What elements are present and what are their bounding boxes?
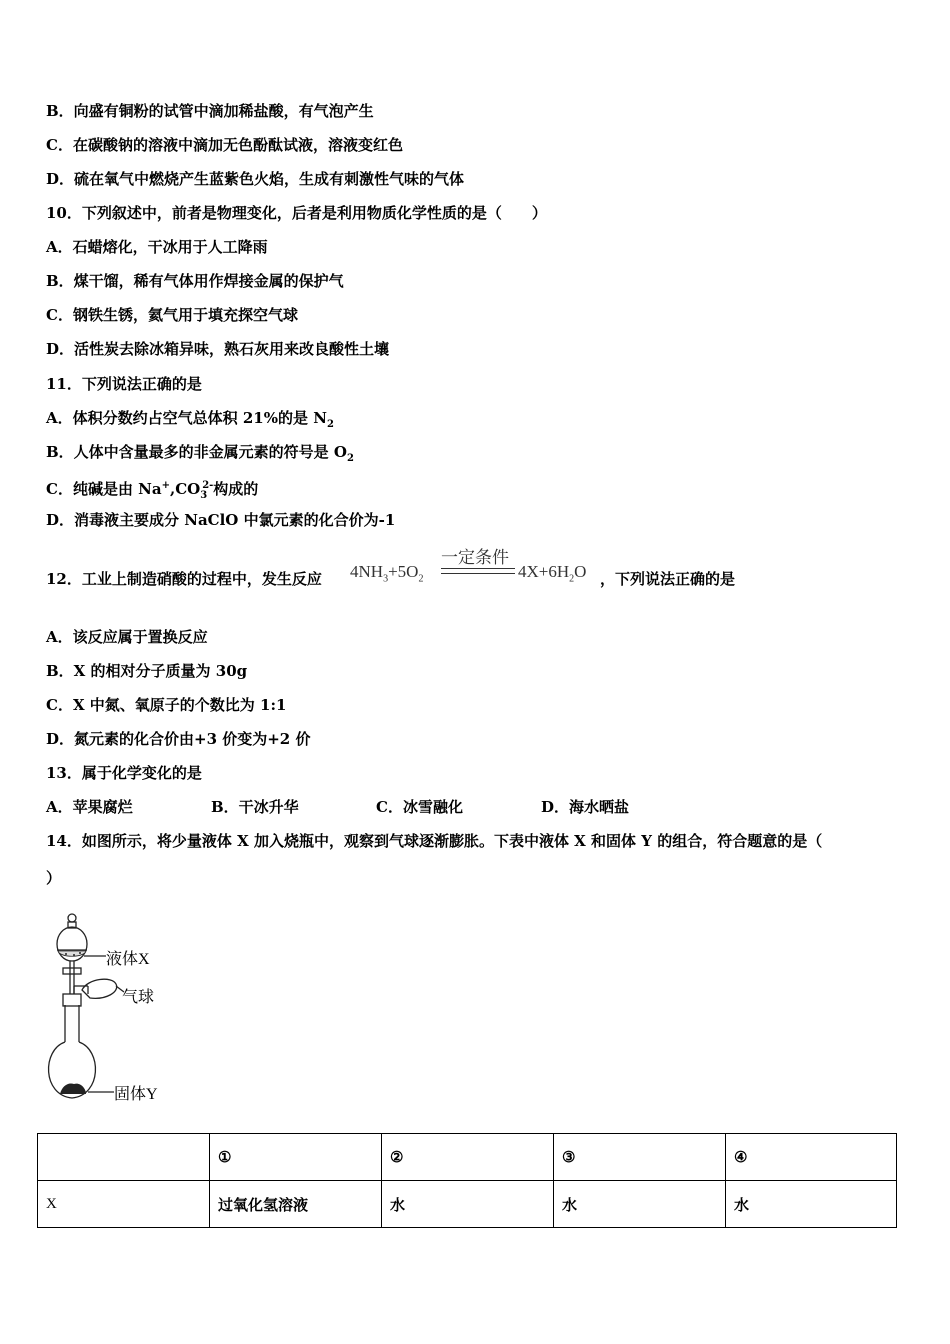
flask-apparatus-illustration <box>44 910 184 1105</box>
table-cell: 过氧化氢溶液 <box>210 1181 382 1228</box>
q12-equation-right: $4X+6H_2O$ <box>518 562 587 585</box>
table-cell: ④ <box>726 1134 897 1181</box>
apparatus-figure <box>44 910 184 1109</box>
q10-stem: 10．下列叙述中，前者是物理变化，后者是利用物质化学性质的是（ ） <box>46 204 547 222</box>
table-cell: ② <box>382 1134 554 1181</box>
q11-option-c: C．纯碱是由 $Na^+,CO_3^{2-}$构成的 <box>46 480 259 501</box>
label-liquid-x: 液体X <box>106 951 150 968</box>
table-cell: 水 <box>382 1181 554 1228</box>
q12-stem-start: 12．工业上制造硝酸的过程中，发生反应 <box>46 570 322 588</box>
label-balloon: 气球 <box>122 989 155 1006</box>
q9-option-d: D．硫在氧气中燃烧产生蓝紫色火焰，生成有刺激性气味的气体 <box>46 170 465 188</box>
q14-combination-table <box>37 1133 897 1228</box>
table-cell: ③ <box>554 1134 726 1181</box>
q12-equation-left: $4NH_3+5O_2$ <box>350 562 424 585</box>
q13-option-b: B．干冰升华 <box>211 798 299 816</box>
q10-option-b: B．煤干馏，稀有气体用作焊接金属的保护气 <box>46 272 344 290</box>
q11-option-a: A．体积分数约占空气总体积 21%的是 $N_2$ <box>46 409 334 430</box>
q10-option-a: A．石蜡熔化，干冰用于人工降雨 <box>46 238 268 256</box>
q11-option-d: D．消毒液主要成分 NaClO 中氯元素的化合价为-1 <box>46 511 396 529</box>
q12-option-d: D．氮元素的化合价由+3 价变为+2 价 <box>46 730 311 748</box>
q14-stem: 14．如图所示，将少量液体 X 加入烧瓶中，观察到气球逐渐膨胀。下表中液体 X 和固体 Y 的组合，符合题意的是（ <box>46 832 823 850</box>
q13-option-a: A．苹果腐烂 <box>46 798 133 816</box>
q12-equation-equals-sign <box>441 568 515 574</box>
q12-option-b: B．X 的相对分子质量为 30g <box>46 662 248 680</box>
table-cell: X <box>38 1181 210 1228</box>
table-cell: 水 <box>726 1181 897 1228</box>
q11-option-b: B．人体中含量最多的非金属元素的符号是 $O_2$ <box>46 443 354 464</box>
q13-option-d: D．海水晒盐 <box>541 798 630 816</box>
q12-equation-condition: 一定条件 <box>441 548 509 567</box>
q12-option-a: A．该反应属于置换反应 <box>46 628 208 646</box>
table-cell <box>38 1134 210 1181</box>
q10-option-c: C．钢铁生锈，氦气用于填充探空气球 <box>46 306 298 324</box>
table-header-row <box>38 1134 897 1181</box>
table-row <box>38 1181 897 1228</box>
q12-option-c: C．X 中氮、氧原子的个数比为 1:1 <box>46 696 287 714</box>
q10-option-d: D．活性炭去除冰箱异味，熟石灰用来改良酸性土壤 <box>46 340 390 358</box>
q9-option-b: B．向盛有铜粉的试管中滴加稀盐酸，有气泡产生 <box>46 102 374 120</box>
q14-stem-end: ） <box>46 869 62 887</box>
q13-option-c: C．冰雪融化 <box>376 798 463 816</box>
label-solid-y: 固体Y <box>114 1086 158 1103</box>
q9-option-c: C．在碳酸钠的溶液中滴加无色酚酞试液，溶液变红色 <box>46 136 403 154</box>
q12-stem-end: ，下列说法正确的是 <box>600 570 736 588</box>
table-cell: 水 <box>554 1181 726 1228</box>
table-cell: ① <box>210 1134 382 1181</box>
q13-stem: 13．属于化学变化的是 <box>46 764 202 782</box>
q11-stem: 11．下列说法正确的是 <box>46 375 202 393</box>
